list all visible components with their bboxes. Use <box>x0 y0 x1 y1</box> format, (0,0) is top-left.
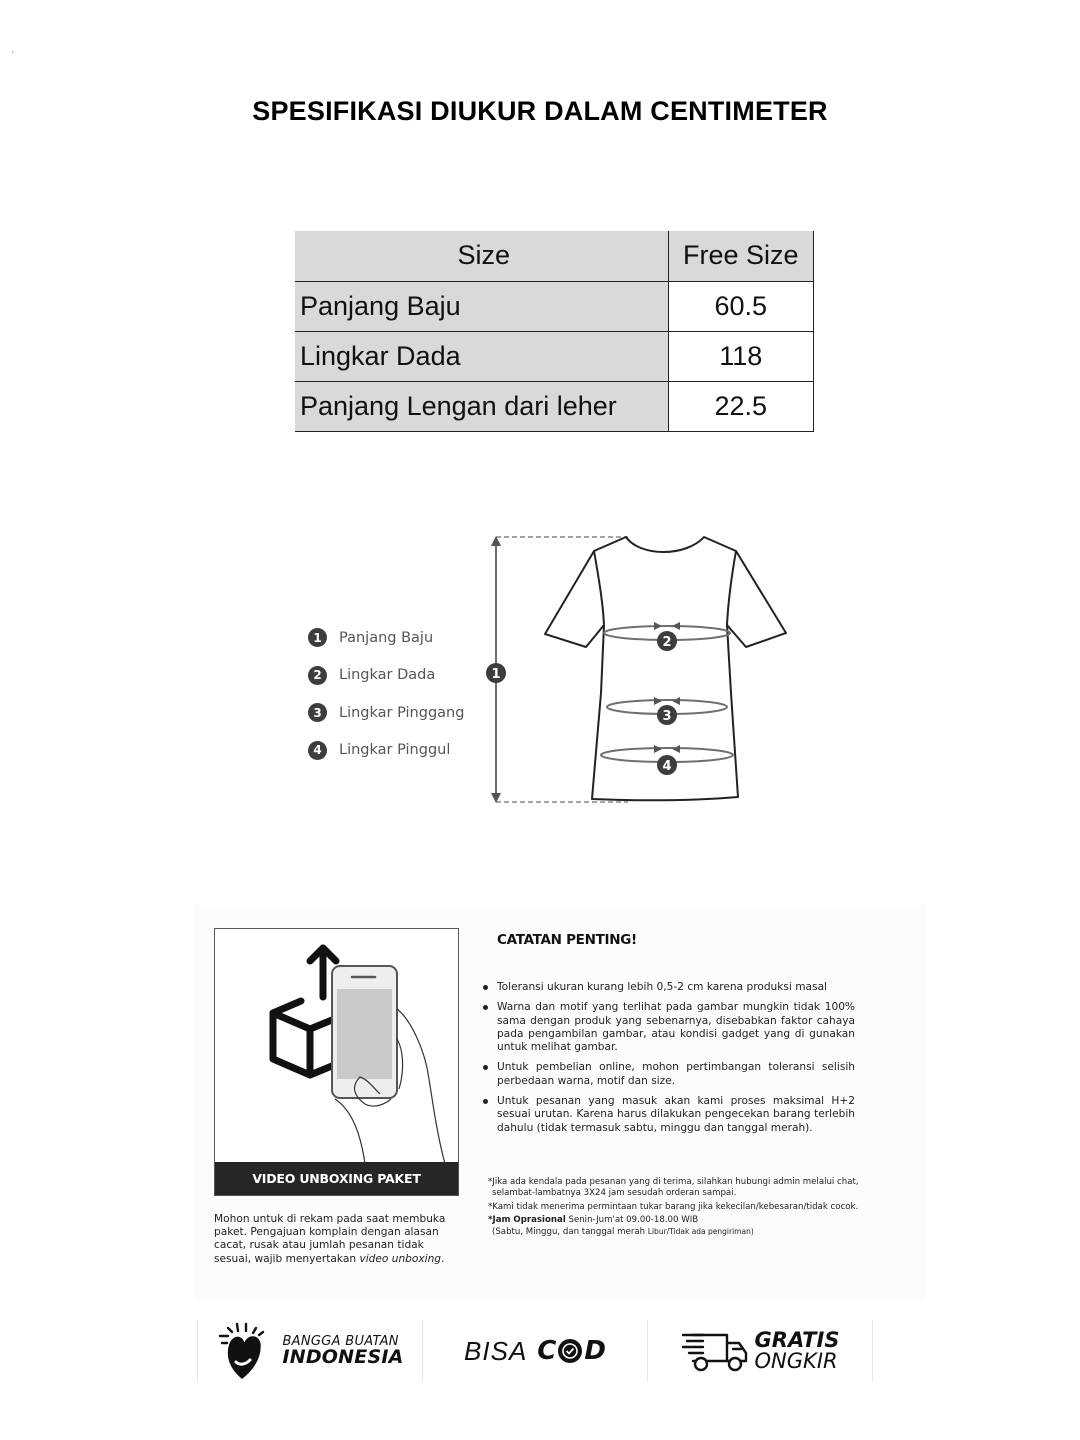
unboxing-caption <box>214 1213 464 1266</box>
badge-free-shipping <box>647 1320 873 1382</box>
page-title: SPESIFIKASI DIUKUR DALAM CENTIMETER <box>252 96 828 126</box>
delivery-truck-icon <box>681 1329 749 1373</box>
legend-label: Lingkar Pinggang <box>339 704 465 721</box>
row-value: 60.5 <box>668 281 814 331</box>
cod-light-text: BISA <box>464 1335 528 1366</box>
notes-list <box>483 981 855 1142</box>
footnote-small: Libur/Tidak ada pengiriman) <box>647 1227 754 1237</box>
footnote-text: Senin-Jum'at 09.00-18.00 WIB <box>565 1214 699 1225</box>
unboxing-banner: VIDEO UNBOXING PAKET <box>215 1162 458 1195</box>
caption-end: . <box>441 1252 445 1265</box>
legend-item <box>308 732 464 770</box>
made-in-line1: BANGGA BUATAN <box>282 1334 399 1349</box>
made-in-label <box>282 1335 403 1367</box>
table-header-row <box>295 231 814 281</box>
stray-dot <box>12 52 13 53</box>
svg-text:4: 4 <box>662 759 672 774</box>
marker-4-icon <box>657 755 677 775</box>
badge-cod <box>422 1320 647 1382</box>
table-row <box>295 281 814 331</box>
made-in-line2: INDONESIA <box>282 1346 404 1368</box>
unboxing-card <box>214 928 459 1196</box>
footnotes <box>488 1177 873 1240</box>
badge-made-in-indonesia <box>197 1320 422 1382</box>
legend-label: Panjang Baju <box>339 629 434 646</box>
footnote-text: selambat-lambatnya 3X24 jam sesudah orderan sampai. <box>492 1188 737 1199</box>
number-badge-icon: 1 <box>308 628 327 647</box>
cod-d: D <box>584 1336 606 1366</box>
svg-text:3: 3 <box>662 709 672 724</box>
shipping-line1: GRATIS <box>754 1328 840 1352</box>
row-value: 22.5 <box>668 381 814 431</box>
legend-item <box>308 619 464 657</box>
legend-label: Lingkar Pinggul <box>339 742 451 759</box>
number-badge-icon: 2 <box>308 666 327 685</box>
note-item: Untuk pesanan yang masuk akan kami proses maksimal H+2 sesuai urutan. Karena harus dilakukan pengecekan barang terlebih dahulu (tidak termasuk sabtu, minggu dan tanggal merah). <box>483 1095 855 1135</box>
unboxing-illustration <box>215 929 459 1164</box>
row-label: Panjang Baju <box>295 281 668 331</box>
marker-1-icon <box>486 663 506 683</box>
note-item: Toleransi ukuran kurang lebih 0,5-2 cm karena produksi masal <box>483 981 855 994</box>
legend-item <box>308 657 464 695</box>
free-shipping-label <box>755 1330 840 1372</box>
svg-text:1: 1 <box>491 667 501 682</box>
cod-bold-text <box>537 1336 606 1366</box>
footnote-text: *Jika ada kendala pada pesanan yang di terima, silahkan hubungi admin melalui chat, <box>488 1177 859 1187</box>
feature-badges <box>197 1320 873 1382</box>
header-size: Size <box>295 231 668 281</box>
legend-item <box>308 694 464 732</box>
note-item: Warna dan motif yang terlihat pada gambar mungkin tidak 100% sama dengan produk yang sebenarnya, disebabkan faktor cahaya pada pengambilan gambar, atau kondisi gadget yang di gunakan untuk melihat gambar. <box>483 1001 855 1054</box>
notes-title: CATATAN PENTING! <box>497 932 637 948</box>
measurement-legend <box>308 619 464 769</box>
row-label: Panjang Lengan dari leher <box>295 381 668 431</box>
note-item: Untuk pembelian online, mohon pertimbangan toleransi selisih perbedaan warna, motif dan size. <box>483 1061 855 1088</box>
check-circle-icon <box>557 1338 583 1364</box>
cod-c: C <box>537 1336 557 1366</box>
heart-icon <box>216 1322 272 1380</box>
phone-icon <box>332 966 397 1098</box>
footnote-bold: *Jam Oprasional <box>488 1214 566 1225</box>
cod-label <box>464 1336 606 1367</box>
footnote <box>488 1215 873 1239</box>
svg-text:2: 2 <box>662 635 672 650</box>
caption-emphasis: video unboxing <box>359 1252 442 1265</box>
legend-label: Lingkar Dada <box>339 667 436 684</box>
shipping-line2: ONGKIR <box>754 1349 838 1373</box>
marker-3-icon <box>657 705 677 725</box>
footnote: *Kami tidak menerima permintaan tukar barang jika kekecilan/kebesaran/tidak cocok. <box>488 1201 859 1212</box>
footnote-text: (Sabtu, Minggu, dan tanggal merah <box>492 1227 648 1238</box>
tshirt-measurement-diagram <box>480 525 800 815</box>
number-badge-icon: 4 <box>308 741 327 760</box>
caption-text: Mohon untuk di rekam pada saat membuka paket. Pengajuan komplain dengan alasan cacat, rusak atau jumlah pesanan tidak sesuai, wajib menyertakan <box>214 1213 446 1265</box>
table-row <box>295 331 814 381</box>
table-row <box>295 381 814 431</box>
footnote <box>488 1177 873 1200</box>
row-value: 118 <box>668 331 814 381</box>
header-free-size: Free Size <box>668 231 814 281</box>
marker-2-icon <box>657 631 677 651</box>
size-table <box>295 231 814 432</box>
number-badge-icon: 3 <box>308 703 327 722</box>
row-label: Lingkar Dada <box>295 331 668 381</box>
